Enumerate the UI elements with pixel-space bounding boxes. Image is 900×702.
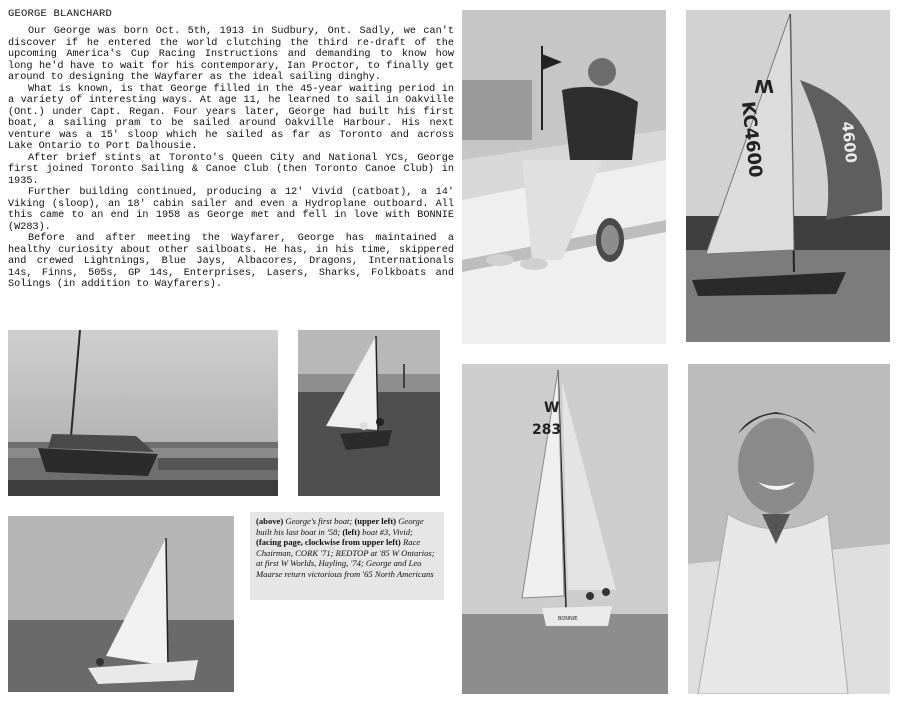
photo-george-portrait [688,364,890,694]
article-heading: GEORGE BLANCHARD [8,8,113,20]
article-paragraph: Before and after meeting the Wayfarer, George has maintained a healthy curiosity about other sailboats. He has, in his time, skippered and crewed Lightnings, Blue Jays, Albacores, Dragons, Internationals 14s, Finns, 505s, GP 14s, Enterprises, Lasers, Sharks, Folkboats and Solings (in addition to Wayfarers). [8,233,454,290]
caption-label: (upper left) [354,516,399,526]
photo-covered-boat-on-shore [8,330,278,496]
photo-first-boat [8,516,234,692]
transom-name: BONNIE [558,616,578,622]
caption-text: George's first boat; [285,516,355,526]
photo-caption [250,512,444,600]
article-paragraph: Our George was born Oct. 5th, 1913 in Sudbury, Ont. Sadly, we can't discover if he entered the world clutching the third re-draft of the upcoming America's Cup Racing Instructions and demanding to know how long he'd have to wait for his contemporary, Ian Proctor, to finally get around to designing the Wayfarer as the ideal sailing dinghy. [8,26,454,83]
caption-text: boat #3, Vivid; [362,526,413,537]
caption-text: George built his last boat in '58; [256,516,424,537]
article-paragraph: Further building continued, producing a 12' Vivid (catboat), a 14' Viking (sloop), an 18' cabin sailer and even a Hydroplane outboard. All this came to an end in 1958 as George met and fell in love with BONNIE (W283). [8,187,454,233]
sail-number-bonnie: 283 [532,422,562,438]
caption-text: Race Chairman, CORK '71; REDTOP at '85 W Ontarios; at first W Worlds, Hayling, '74; George and Leo Maarse return victorious from '65 North Americans [256,537,435,579]
sail-class-mark: W [754,75,774,96]
photo-bonnie-w283 [462,364,668,694]
photo-george-on-cruiser [462,10,666,344]
photo-redtop-spinnaker [686,10,890,342]
sail-class-mark: W [544,400,560,416]
sail-number-main: KC4600 [737,100,766,179]
article-paragraph: What is known, is that George filled in the 45-year waiting period in a variety of interesting ways. At age 11, he learned to sail in Oakville (Ont.) under Capt. Regan. Four years later, George had built his first boat, a sailing pram to be sailed around Oakville Harbour. His next venture was a 15' sloop which he sailed as far as Toronto and across Lake Ontario to Port Dalhousie. [8,83,454,152]
caption-label: (left) [342,526,363,537]
caption-label: (above) [256,516,286,526]
sail-number-spinnaker: 4600 [838,120,861,164]
caption-label: (facing page, clockwise from upper left) [256,537,403,548]
article-paragraph: After brief stints at Toronto's Queen City and National YCs, George first joined Toronto Sailing & Canoe Club (then Toronto Canoe Club) in 1935. [8,152,454,187]
article-body [8,26,454,291]
photo-vivid-catboat [298,330,440,496]
